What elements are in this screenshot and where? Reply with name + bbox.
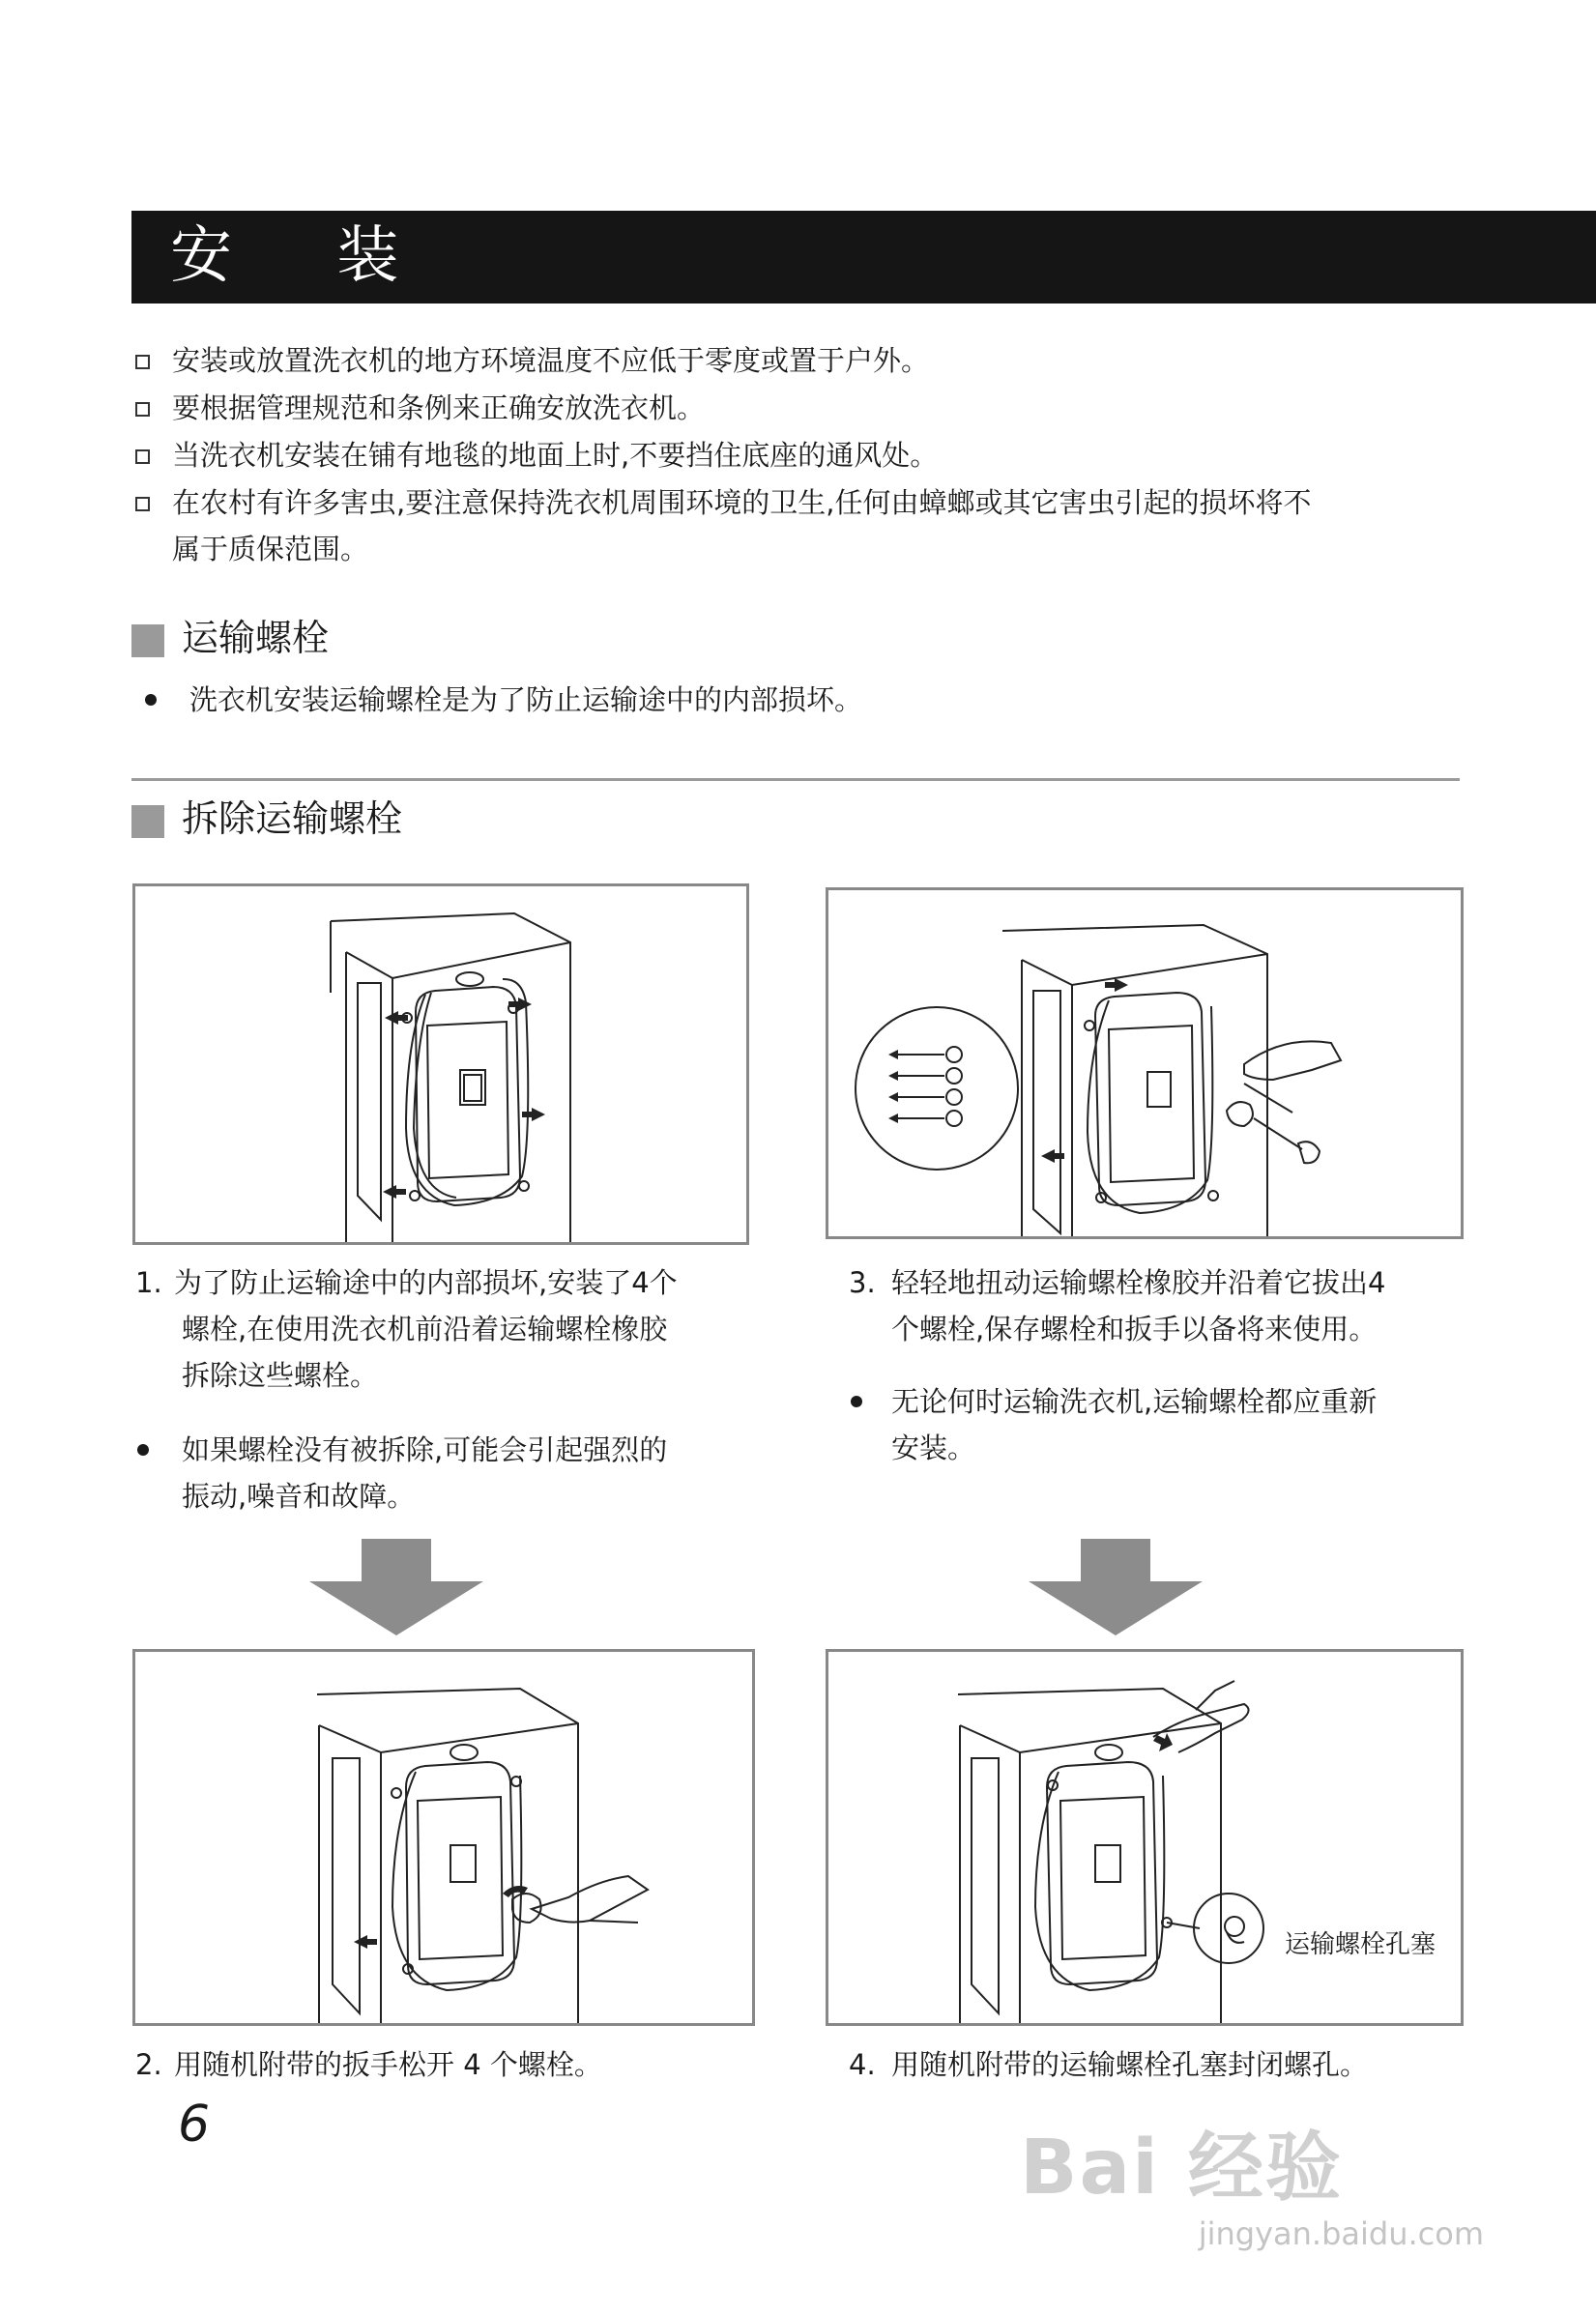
note-item: 要根据管理规范和条例来正确安放洗衣机。 [135,390,1469,429]
down-arrow-icon [1029,1539,1203,1635]
watermark-logo: Bai 经验 [1020,2125,1343,2212]
down-arrow-icon [309,1539,483,1635]
step-1: 1. 为了防止运输途中的内部损坏,安装了4个 螺栓,在使用洗衣机前沿着运输螺栓橡胶 拆除这些螺栓。 [135,1266,678,1392]
gray-square-icon [131,624,164,657]
washer-back-with-wrench-illustration [828,890,1461,1236]
watermark-url: jingyan.baidu.com [1198,2215,1484,2252]
illustration-step-2 [132,1649,755,2026]
page-title: 安 装 [170,220,442,292]
section-bullet: 洗衣机安装运输螺栓是为了防止运输途中的内部损坏。 [145,677,1305,725]
title-bar [131,211,1596,304]
divider [131,778,1460,781]
square-bullet-icon [135,449,150,464]
gray-square-icon [131,805,164,838]
note-item: 当洗衣机安装在铺有地毯的地面上时,不要挡住底座的通风处。 [135,438,1469,477]
illustration-step-4 [826,1649,1464,2026]
step-2: 2. 用随机附带的扳手松开 4 个螺栓。 [135,2048,602,2081]
square-bullet-icon [135,355,150,369]
illustration-step-3 [826,887,1464,1239]
section-heading: 拆除运输螺栓 [131,797,711,846]
step-1-note: 如果螺栓没有被拆除,可能会引起强烈的 振动,噪音和故障。 [135,1427,754,1523]
step-3-note: 无论何时运输洗衣机,运输螺栓都应重新 安装。 [849,1378,1467,1475]
washer-back-loosening-illustration [135,1652,752,2023]
note-item: 在农村有许多害虫,要注意保持洗衣机周围环境的卫生,任何由蟑螂或其它害虫引起的损坏将不 [135,485,1469,524]
square-bullet-icon [135,402,150,417]
bullet-dot-icon [145,694,157,706]
illustration-step-1 [132,883,749,1245]
bullet-dot-icon [851,1396,862,1407]
note-item-continued: 属于质保范围。 [172,533,369,565]
square-bullet-icon [135,497,150,511]
page-number: 6 [178,2096,211,2154]
callout-label: 运输螺栓孔塞 [1285,1930,1436,1959]
section-heading: 运输螺栓 [131,617,711,665]
bullet-dot-icon [137,1444,149,1456]
washer-back-plug-illustration [828,1652,1461,2023]
step-3: 3. 轻轻地扭动运输螺栓橡胶并沿着它拔出4 个螺栓,保存螺栓和扳手以备将来使用。 [849,1266,1386,1345]
watermark [1020,2107,1484,2281]
note-item: 安装或放置洗衣机的地方环境温度不应低于零度或置于户外。 [135,343,1469,382]
step-4: 4. 用随机附带的运输螺栓孔塞封闭螺孔。 [849,2048,1369,2081]
washer-back-illustration [135,886,746,1242]
